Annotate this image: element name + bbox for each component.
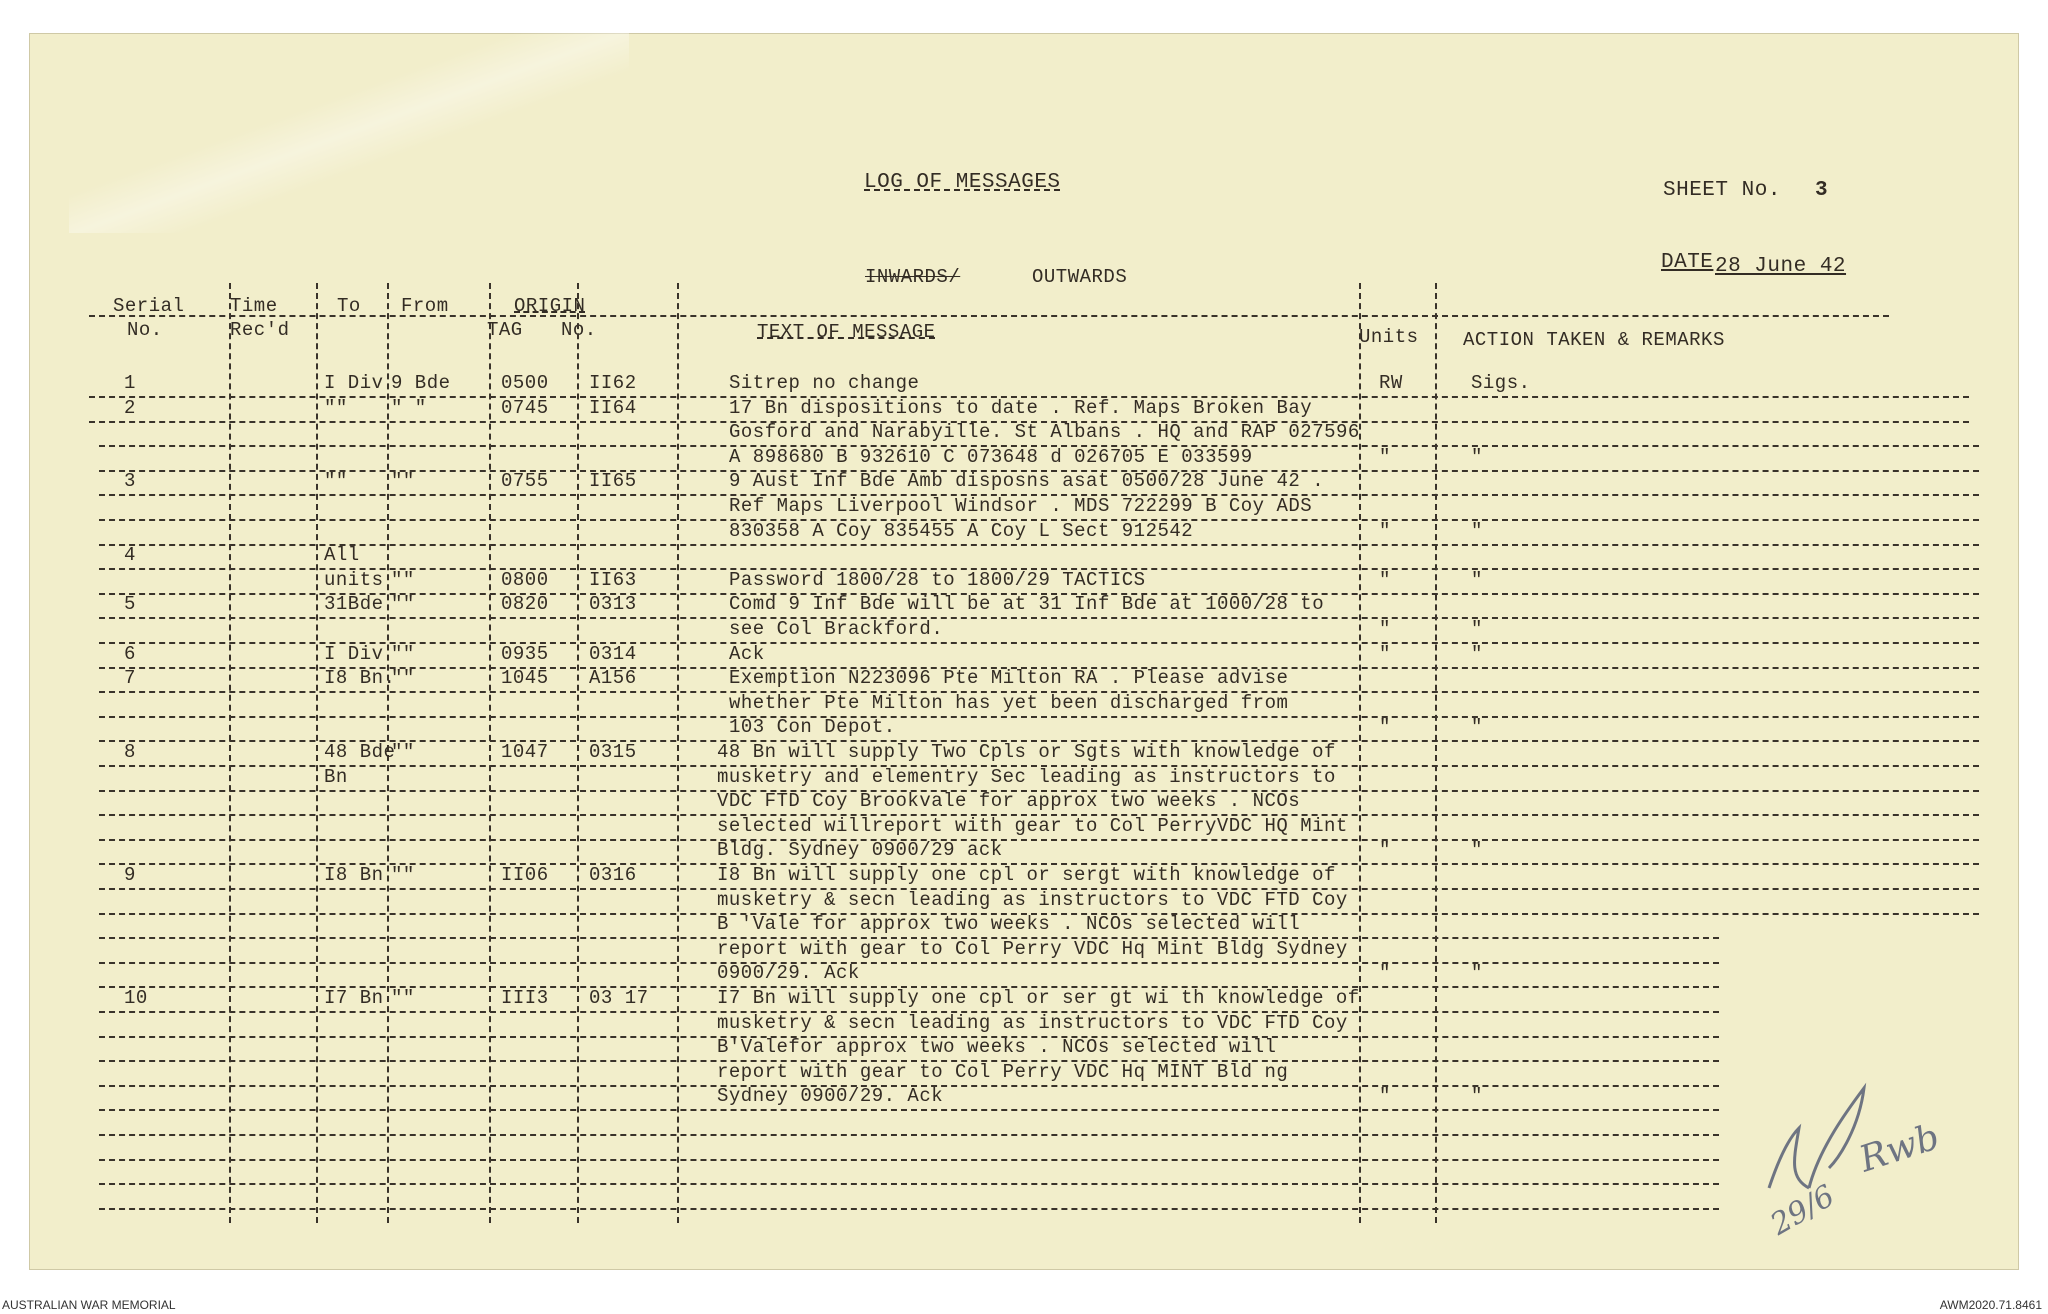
- header-serial-1: Serial: [113, 295, 185, 317]
- row-text: selected willreport with gear to Col PerryVDC HQ Mint: [717, 814, 1348, 837]
- row-serial: 3: [124, 470, 136, 493]
- footer-credit: AUSTRALIAN WAR MEMORIAL: [2, 1298, 176, 1312]
- row-serial: 1: [124, 372, 136, 394]
- row-to: "": [324, 396, 348, 419]
- row-no: II64: [589, 396, 637, 419]
- row-text: B 'Vale for approx two weeks . NCOs selected will: [717, 913, 1301, 936]
- row-action: ": [1471, 839, 1483, 862]
- row-text: 9 Aust Inf Bde Amb disposns asat 0500/28 June 42 .: [729, 470, 1325, 493]
- row-action: ": [1471, 618, 1483, 640]
- ruled-line: [99, 839, 1979, 841]
- row-text: B'Valefor approx two weeks . NCOs selected will: [717, 1036, 1277, 1059]
- row-from: "": [391, 987, 415, 1009]
- column-rule: [229, 283, 231, 1223]
- row-serial: 10: [124, 987, 148, 1009]
- row-tag: 0800: [501, 568, 549, 591]
- row-text: report with gear to Col Perry VDC Hq MINT Bld ng: [717, 1060, 1289, 1083]
- row-no: II65: [589, 470, 637, 493]
- row-text: Sitrep no change: [729, 372, 920, 394]
- row-text: Gosford and Narabyille. St Albans . HQ and RAP 027596: [729, 421, 1360, 444]
- header-action: ACTION TAKEN & REMARKS: [1463, 329, 1725, 351]
- ruled-line: [99, 1109, 1719, 1111]
- row-from: "": [391, 593, 415, 616]
- log-sheet: [29, 33, 2019, 1270]
- row-to: All: [324, 544, 360, 567]
- row-action: Sigs.: [1471, 372, 1531, 394]
- header-tag: TAG: [487, 319, 523, 341]
- row-to: I Div: [324, 642, 384, 665]
- row-action: ": [1471, 716, 1483, 739]
- row-text: 17 Bn dispositions to date . Ref. Maps Broken Bay: [729, 396, 1313, 419]
- row-to: 31Bde: [324, 593, 384, 616]
- row-text: report with gear to Col Perry VDC Hq Mint Bldg Sydney: [717, 937, 1348, 960]
- row-serial: 9: [124, 864, 136, 886]
- header-serial-2: No.: [127, 319, 163, 341]
- row-tag: 1045: [501, 667, 549, 690]
- row-units: ": [1379, 445, 1391, 468]
- row-tag: 0820: [501, 593, 549, 616]
- row-no: A156: [589, 667, 637, 690]
- row-to: I Div: [324, 372, 384, 394]
- row-from: "": [391, 642, 415, 665]
- row-text: musketry & secn leading as instructors to VDC FTD Coy: [717, 888, 1348, 911]
- row-serial: 4: [124, 544, 136, 567]
- row-action: ": [1471, 445, 1483, 468]
- handwritten-initials: Rwb: [1854, 1116, 1945, 1181]
- row-text: 0900/29. Ack: [717, 962, 860, 985]
- ruled-line: [99, 716, 1979, 718]
- row-no: 03 17: [589, 987, 649, 1009]
- row-text: musketry & secn leading as instructors to VDC FTD Coy: [717, 1011, 1348, 1034]
- date-label: DATE: [1661, 251, 1714, 274]
- header-time-2: Rec'd: [230, 319, 290, 341]
- row-no: 0313: [589, 593, 637, 616]
- paper-crease: [69, 33, 629, 233]
- header-units: Units: [1359, 326, 1419, 348]
- row-to: "": [324, 470, 348, 493]
- row-tag: II06: [501, 864, 549, 886]
- header-rule: [89, 315, 1889, 317]
- column-rule: [316, 283, 318, 1223]
- ruled-line: [99, 1208, 1719, 1210]
- row-text: 830358 A Coy 835455 A Coy L Sect 912542: [729, 519, 1194, 542]
- row-text: musketry and elementry Sec leading as instructors to: [717, 765, 1336, 788]
- row-to: 48 Bde: [324, 741, 396, 763]
- row-text: VDC FTD Coy Brookvale for approx two weeks . NCOs: [717, 790, 1301, 813]
- row-text: Ack: [729, 642, 765, 665]
- row-serial: 6: [124, 642, 136, 665]
- row-units: ": [1379, 962, 1391, 985]
- row-text: Sydney 0900/29. Ack: [717, 1085, 944, 1108]
- row-tag: 0745: [501, 396, 549, 419]
- ruled-line: [99, 1183, 1719, 1185]
- row-text: A 898680 B 932610 C 073648 d 026705 E 033599: [729, 445, 1253, 468]
- row-to: I8 Bn.: [324, 667, 396, 690]
- row-to: Bn: [324, 765, 348, 788]
- row-units: RW: [1379, 372, 1403, 394]
- page-title: LOG OF MESSAGES: [864, 171, 1061, 194]
- row-units: ": [1379, 839, 1391, 862]
- sheet-label: SHEET No.: [1663, 179, 1781, 202]
- header-text: TEXT OF MESSAGE: [757, 321, 936, 343]
- ruled-line: [99, 1159, 1719, 1161]
- header-from: From: [401, 295, 449, 317]
- column-rule: [489, 283, 491, 1223]
- row-action: ": [1471, 1085, 1483, 1108]
- handwritten-signature: [1749, 1068, 1919, 1208]
- row-no: 0314: [589, 642, 637, 665]
- row-to: I7 Bn: [324, 987, 384, 1009]
- row-text: I8 Bn will supply one cpl or sergt with knowledge of: [717, 864, 1336, 886]
- row-units: ": [1379, 618, 1391, 640]
- row-action: ": [1471, 568, 1483, 591]
- row-text: Comd 9 Inf Bde will be at 31 Inf Bde at 1000/28 to: [729, 593, 1325, 616]
- row-serial: 7: [124, 667, 136, 690]
- row-text: see Col Brackford.: [729, 618, 944, 640]
- row-tag: III3: [501, 987, 549, 1009]
- row-tag: 0500: [501, 372, 549, 394]
- row-from: "": [391, 864, 415, 886]
- row-to: I8 Bn: [324, 864, 384, 886]
- row-text: 48 Bn will supply Two Cpls or Sgts with knowledge of: [717, 741, 1336, 763]
- row-units: ": [1379, 716, 1391, 739]
- row-no: 0316: [589, 864, 637, 886]
- row-serial: 5: [124, 593, 136, 616]
- header-origin: ORIGIN: [514, 295, 586, 317]
- column-rule: [677, 283, 679, 1223]
- row-action: ": [1471, 519, 1483, 542]
- direction-label: OUTWARDS: [1032, 266, 1128, 288]
- row-serial: 2: [124, 396, 136, 419]
- row-text: Bldg. Sydney 0900/29 ack: [717, 839, 1003, 862]
- row-from: "": [391, 470, 415, 493]
- row-serial: 8: [124, 741, 136, 763]
- row-tag: 0935: [501, 642, 549, 665]
- row-no: 0315: [589, 741, 637, 763]
- footer-id: AWM2020.71.8461: [1939, 1298, 2042, 1312]
- row-text: I7 Bn will supply one cpl or ser gt wi th knowledge of: [717, 987, 1360, 1009]
- sheet-number: 3: [1815, 179, 1829, 202]
- row-text: Password 1800/28 to 1800/29 TACTICS: [729, 568, 1146, 591]
- row-tag: 1047: [501, 741, 549, 763]
- ruled-line: [99, 617, 1979, 619]
- column-rule: [1435, 283, 1437, 1223]
- direction-struck: INWARDS/: [865, 266, 961, 288]
- row-from: "": [391, 667, 415, 690]
- row-no: II63: [589, 568, 637, 591]
- ruled-line: [99, 1134, 1719, 1136]
- column-rule: [577, 283, 579, 1223]
- row-to: units: [324, 568, 384, 591]
- date-value: 28 June 42: [1715, 255, 1847, 278]
- row-units: ": [1379, 519, 1391, 542]
- row-action: ": [1471, 962, 1483, 985]
- row-action: ": [1471, 642, 1483, 665]
- row-text: whether Pte Milton has yet been discharged from: [729, 691, 1289, 714]
- row-units: ": [1379, 642, 1391, 665]
- row-from: 9 Bde: [391, 372, 451, 394]
- row-text: Ref Maps Liverpool Windsor . MDS 722299 B Coy ADS: [729, 495, 1313, 517]
- row-from: " ": [391, 396, 427, 419]
- header-time-1: Time: [230, 295, 278, 317]
- handwritten-date: 29/6: [1764, 1178, 1841, 1243]
- header-to: To: [337, 295, 361, 317]
- row-from: "": [391, 741, 415, 763]
- row-units: ": [1379, 568, 1391, 591]
- row-text: Exemption N223096 Pte Milton RA . Please advise: [729, 667, 1289, 690]
- header-no: No.: [561, 319, 597, 341]
- row-units: ": [1379, 1085, 1391, 1108]
- row-text: 103 Con Depot.: [729, 716, 896, 739]
- row-no: II62: [589, 372, 637, 394]
- row-from: "": [391, 568, 415, 591]
- ruled-line: [99, 544, 1979, 546]
- row-tag: 0755: [501, 470, 549, 493]
